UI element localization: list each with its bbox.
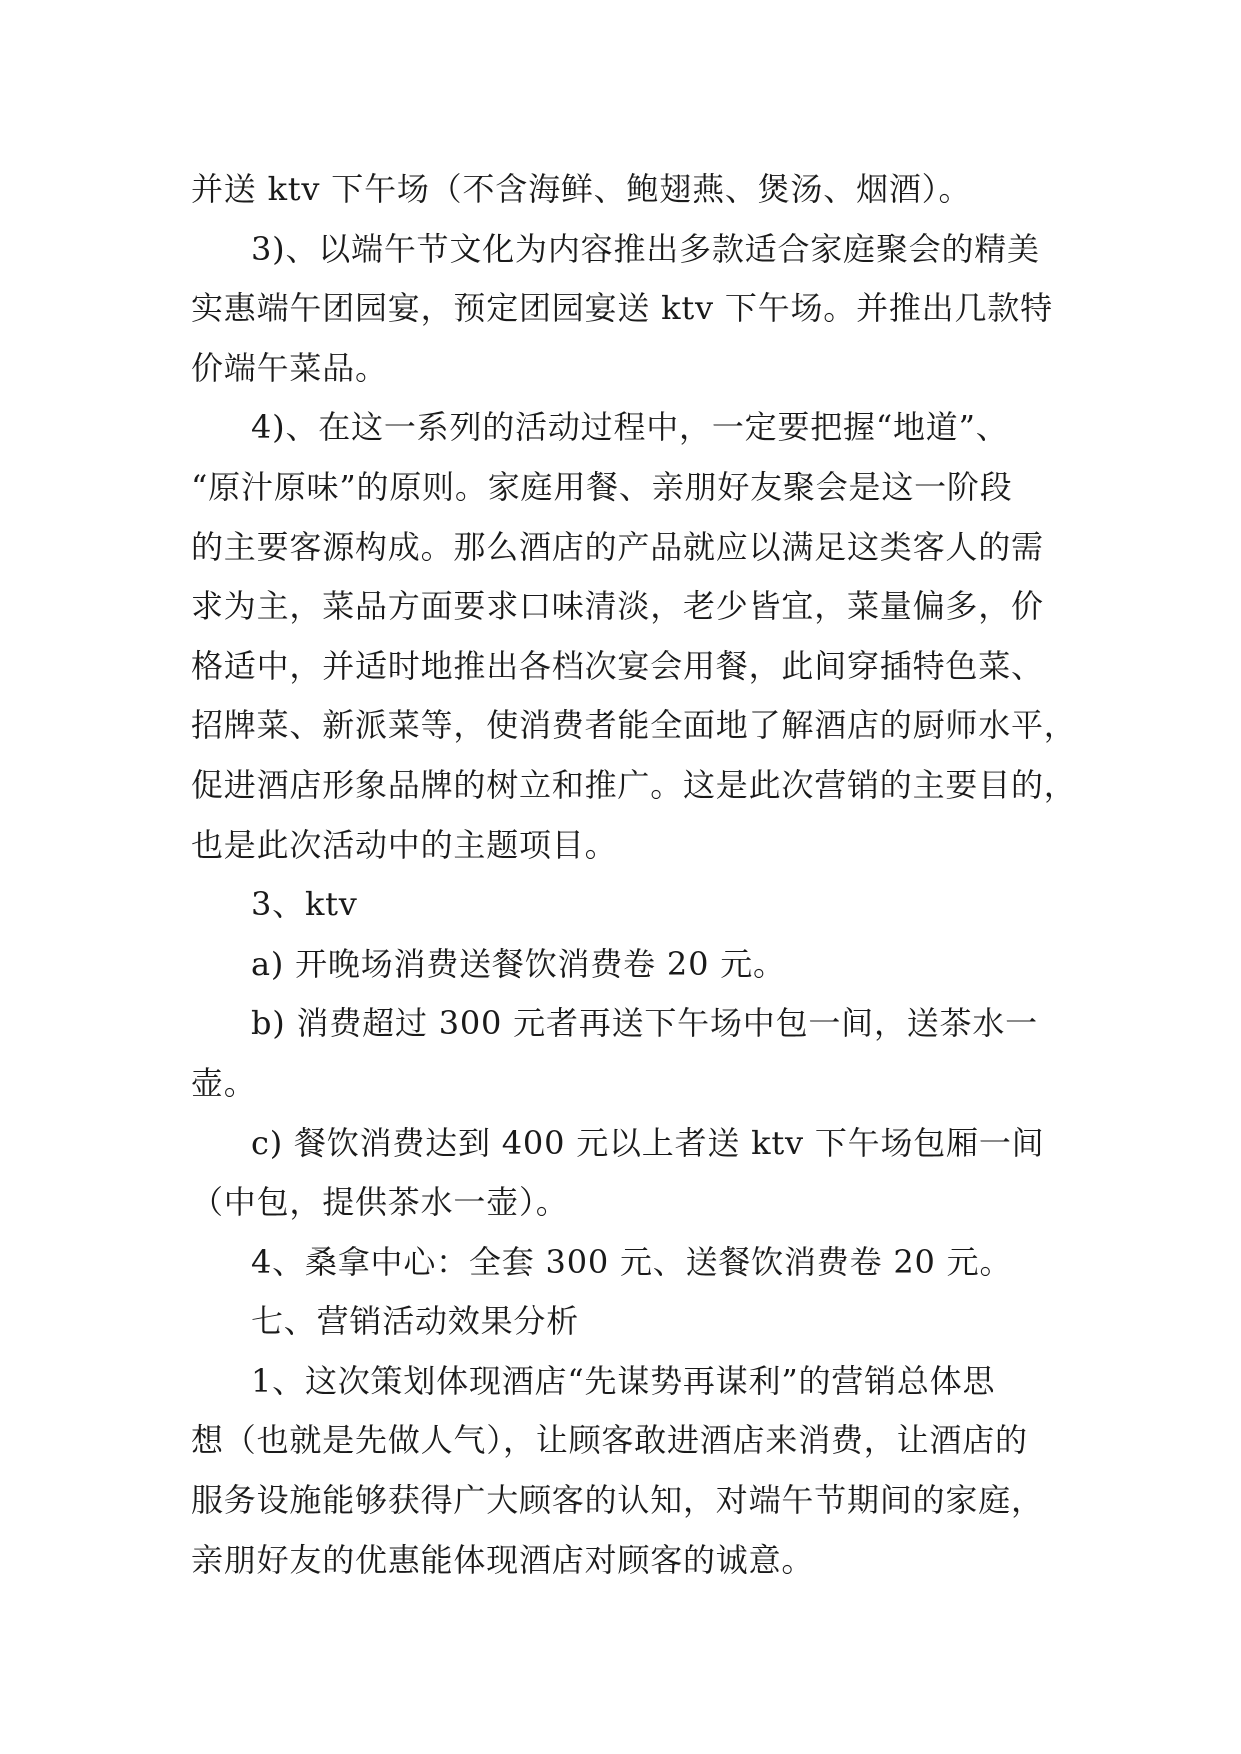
text-line: 4)、在这一系列的活动过程中，一定要把握“地道”、	[251, 408, 1009, 447]
text-line: 亲朋好友的优惠能体现酒店对顾客的诚意。	[191, 1540, 815, 1579]
text-line: 服务设施能够获得广大顾客的认知，对端午节期间的家庭，	[191, 1481, 1044, 1520]
text-line: 格适中，并适时地推出各档次宴会用餐，此间穿插特色菜、	[191, 646, 1044, 685]
text-line: 价端午菜品。	[191, 348, 388, 387]
text-line: 并送 ktv 下午场（不含海鲜、鲍翅燕、煲汤、烟酒）。	[191, 170, 972, 208]
text-line: 招牌菜、新派菜等，使消费者能全面地了解酒店的厨师水平，	[191, 706, 1077, 745]
text-line: 壶。	[191, 1063, 257, 1102]
text-line: 3)、以端午节文化为内容推出多款适合家庭聚会的精美	[251, 229, 1040, 268]
text-line: “原汁原味”的原则。家庭用餐、亲朋好友聚会是这一阶段	[191, 467, 1013, 506]
text-line: 想（也就是先做人气），让顾客敢进酒店来消费，让酒店的	[191, 1421, 1028, 1460]
text-line: 实惠端午团园宴，预定团园宴送 ktv 下午场。并推出几款特	[191, 289, 1053, 328]
text-line: a) 开晚场消费送餐饮消费卷 20 元。	[251, 944, 786, 983]
text-line: 也是此次活动中的主题项目。	[191, 825, 618, 864]
text-line: 1、这次策划体现酒店“先谋势再谋利”的营销总体思	[251, 1361, 996, 1400]
text-line: 的主要客源构成。那么酒店的产品就应以满足这类客人的需	[191, 527, 1044, 566]
document-body	[191, 160, 1077, 1590]
text-line: （中包，提供茶水一壶）。	[191, 1183, 569, 1222]
text-line: 3、ktv	[251, 885, 358, 924]
text-line: b) 消费超过 300 元者再送下午场中包一间，送茶水一	[251, 1004, 1038, 1043]
text-line: 求为主，菜品方面要求口味清淡，老少皆宜，菜量偏多，价	[191, 587, 1044, 626]
text-line: c) 餐饮消费达到 400 元以上者送 ktv 下午场包厢一间	[251, 1123, 1045, 1162]
text-line: 4、桑拿中心：全套 300 元、送餐饮消费卷 20 元。	[251, 1242, 1013, 1281]
section-heading: 七、营销活动效果分析	[251, 1302, 580, 1341]
text-line: 促进酒店形象品牌的树立和推广。这是此次营销的主要目的，	[191, 765, 1077, 804]
